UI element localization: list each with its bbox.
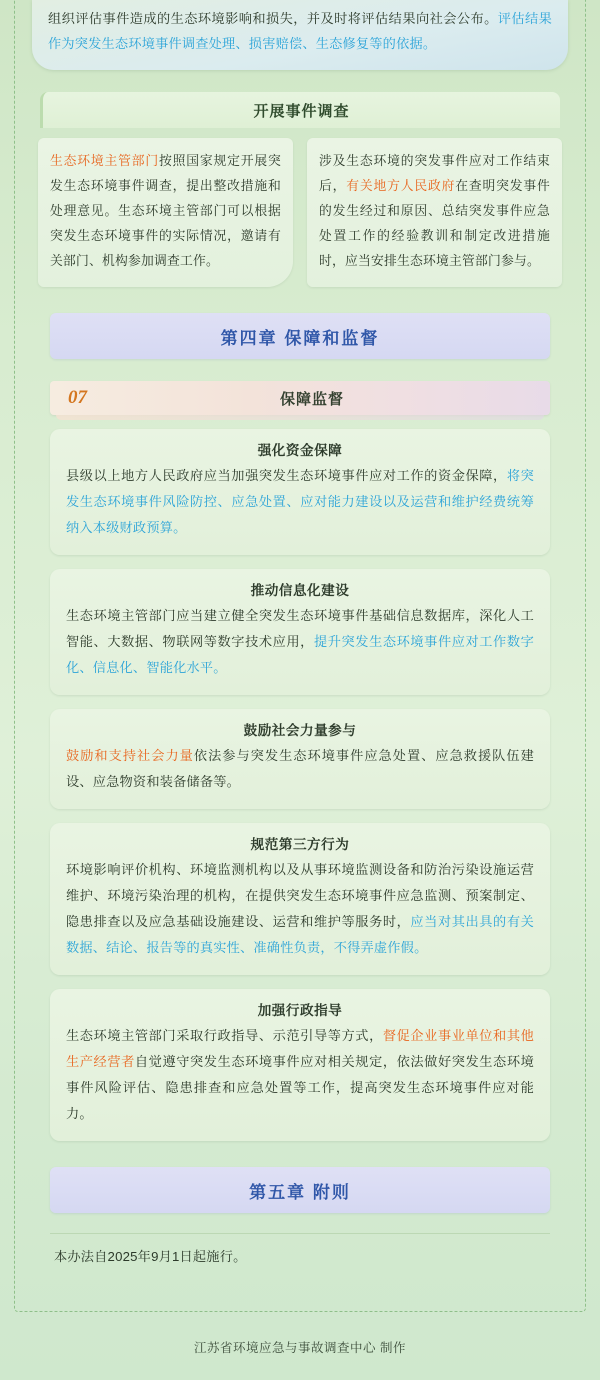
footer-credit: 江苏省环境应急与事故调查中心 制作 — [194, 1341, 406, 1355]
section-07-title: 保障监督 — [279, 390, 344, 408]
final-clause-text: 本办法自2025年9月1日起施行。 — [54, 1249, 247, 1264]
card-body: 环境影响评价机构、环境监测机构以及从事环境监测设备和防治污染设施运营维护、环境污染治理的机构，在提供突发生态环境事件应急监测、预案制定、隐患排查以及应急基础设施建设、运营和维护等服务时，应当对其出具的有关数据、结论、报告等的真实性、准确性负责，不得弄虚作假。 — [66, 862, 534, 955]
card-body: 县级以上地方人民政府应当加强突发生态环境事件应对工作的资金保障，将突发生态环境事件风险防控、应急处置、应对能力建设以及运营和维护经费统筹纳入本级财政预算。 — [66, 468, 534, 535]
section-07-header — [50, 381, 550, 415]
investigation-section — [32, 92, 568, 287]
section-07-number: 07 — [68, 387, 87, 408]
chapter-5-banner: 第五章 附则 — [50, 1167, 550, 1213]
card-funding — [50, 429, 550, 555]
top-paragraph: 组织评估事件造成的生态环境影响和损失，并及时将评估结果向社会公布。评估结果作为突发生态环境事件调查处理、损害赔偿、生态修复等的依据。 — [48, 11, 552, 51]
card-administrative-guidance — [50, 989, 550, 1141]
investigation-columns — [32, 138, 568, 287]
card-informatization — [50, 569, 550, 695]
investigation-title: 开展事件调查 — [40, 92, 560, 128]
investigation-right-text: 涉及生态环境的突发事件应对工作结束后，有关地方人民政府在查明突发事件的发生经过和原因、总结突发事件应急处置工作的经验教训和制定改进措施时，应当安排生态环境主管部门参与。 — [319, 153, 550, 268]
final-clause-block — [50, 1233, 550, 1270]
card-body: 生态环境主管部门应当建立健全突发生态环境事件基础信息数据库，深化人工智能、大数据、物联网等数字技术应用，提升突发生态环境事件应对工作数字化、信息化、智能化水平。 — [66, 608, 534, 675]
investigation-right-card — [307, 138, 562, 287]
card-body: 鼓励和支持社会力量依法参与突发生态环境事件应急处置、应急救援队伍建设、应急物资和装备储备等。 — [66, 748, 534, 789]
card-title: 强化资金保障 — [257, 443, 343, 458]
card-title: 鼓励社会力量参与 — [243, 723, 357, 738]
card-social-participation — [50, 709, 550, 809]
page-content — [18, 0, 582, 1270]
investigation-left-text: 生态环境主管部门按照国家规定开展突发生态环境事件调查，提出整改措施和处理意见。生态环境主管部门可以根据突发生态环境事件的实际情况，邀请有关部门、机构参加调查工作。 — [50, 153, 281, 268]
card-body: 生态环境主管部门采取行政指导、示范引导等方式，督促企业事业单位和其他生产经营者自觉遵守突发生态环境事件应对相关规定，依法做好突发生态环境事件风险评估、隐患排查和应急处置等工作，提高突发生态环境事件应对能力。 — [66, 1028, 534, 1121]
card-title: 推动信息化建设 — [250, 583, 350, 598]
card-title: 规范第三方行为 — [250, 837, 350, 852]
top-continuation-block — [32, 0, 568, 70]
card-third-party — [50, 823, 550, 975]
card-title: 加强行政指导 — [257, 1003, 343, 1018]
investigation-left-card — [38, 138, 293, 287]
chapter-4-banner: 第四章 保障和监督 — [50, 313, 550, 359]
